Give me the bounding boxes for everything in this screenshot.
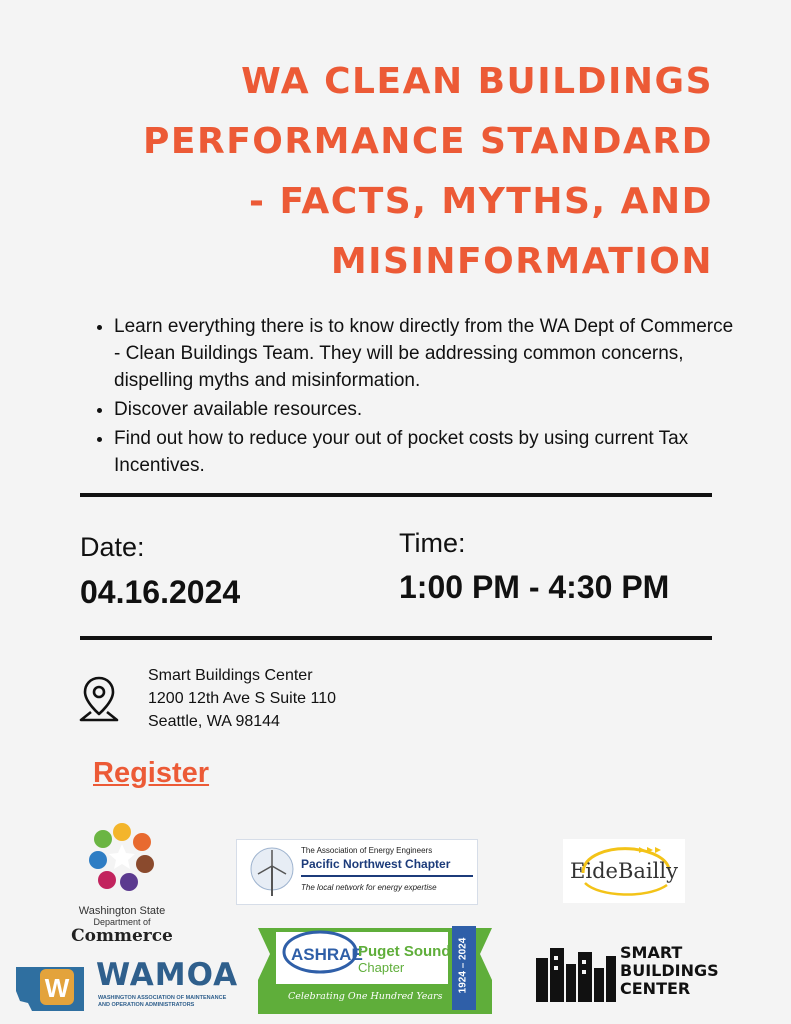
svg-text:W: W [44, 973, 70, 1003]
aee-line3: The local network for energy expertise [301, 883, 437, 892]
venue-address [148, 664, 336, 733]
list-item: • Find out how to reduce your out of pocket costs by using current Tax Incentives. [114, 425, 744, 479]
skyline-icon [536, 944, 616, 1002]
commerce-line2: Department of [93, 917, 151, 927]
date-label: Date: [80, 532, 145, 562]
washington-state-icon [14, 961, 88, 1013]
sbc-line1: SMART [620, 943, 683, 962]
aee-line2: Pacific Northwest Chapter [301, 857, 451, 871]
eidebailly-name: EideBailly [570, 859, 678, 883]
ashrae-years: 1924 – 2024 [457, 937, 469, 994]
register-link[interactable]: Register [93, 757, 210, 789]
divider-top [80, 493, 712, 497]
eidebailly-logo [563, 839, 685, 903]
wamoa-name: WAMOA [96, 957, 239, 993]
wamoa-sub1: WASHINGTON ASSOCIATION OF MAINTENANCE [98, 995, 227, 1001]
wind-turbine-icon [249, 846, 295, 898]
venue-city: Seattle, WA 98144 [148, 713, 280, 730]
divider-bottom [80, 636, 712, 640]
location-pin-icon [78, 674, 120, 724]
star-mark-icon [87, 822, 157, 892]
aee-logo [236, 839, 478, 905]
sbc-wordmark [620, 944, 719, 998]
venue-street: 1200 12th Ave S Suite 110 [148, 690, 337, 707]
list-item: • Learn everything there is to know directly from the WA Dept of Commerce - Clean Buildings Team. They will be addressing common concerns, dispelling myths and misinformation. [114, 313, 744, 394]
sbc-logo [536, 944, 736, 1002]
title-line: - FACTS, MYTHS, AND [249, 181, 713, 222]
date-value: 04.16.2024 [80, 574, 241, 610]
ashrae-chapter2: Chapter [358, 960, 405, 975]
wamoa-sub2: AND OPERATION ADMINISTRATORS [98, 1002, 195, 1008]
event-title [73, 52, 713, 292]
title-line: PERFORMANCE STANDARD [143, 121, 713, 162]
commerce-logo [60, 822, 184, 945]
aee-rule [301, 875, 473, 877]
commerce-line1: Washington State [78, 905, 166, 917]
sbc-line3: CENTER [620, 979, 691, 998]
time-value: 1:00 PM - 4:30 PM [399, 569, 670, 605]
sbc-line2: BUILDINGS [620, 961, 719, 980]
title-line: WA CLEAN BUILDINGS [241, 61, 713, 102]
aee-line1: The Association of Energy Engineers [301, 846, 433, 855]
venue-name: Smart Buildings Center [148, 667, 313, 684]
wamoa-logo [14, 957, 239, 1017]
commerce-line3: Commerce [71, 926, 173, 946]
title-line: MISINFORMATION [330, 241, 713, 282]
ashrae-logo [258, 924, 492, 1016]
ashrae-chapter1: Puget Sound [358, 943, 451, 960]
list-item: • Discover available resources. [114, 396, 744, 423]
highlights-list [92, 313, 744, 481]
ashrae-name: ASHRAE [291, 945, 363, 964]
time-label: Time: [399, 528, 466, 558]
ashrae-tagline: Celebrating One Hundred Years [288, 991, 443, 1002]
